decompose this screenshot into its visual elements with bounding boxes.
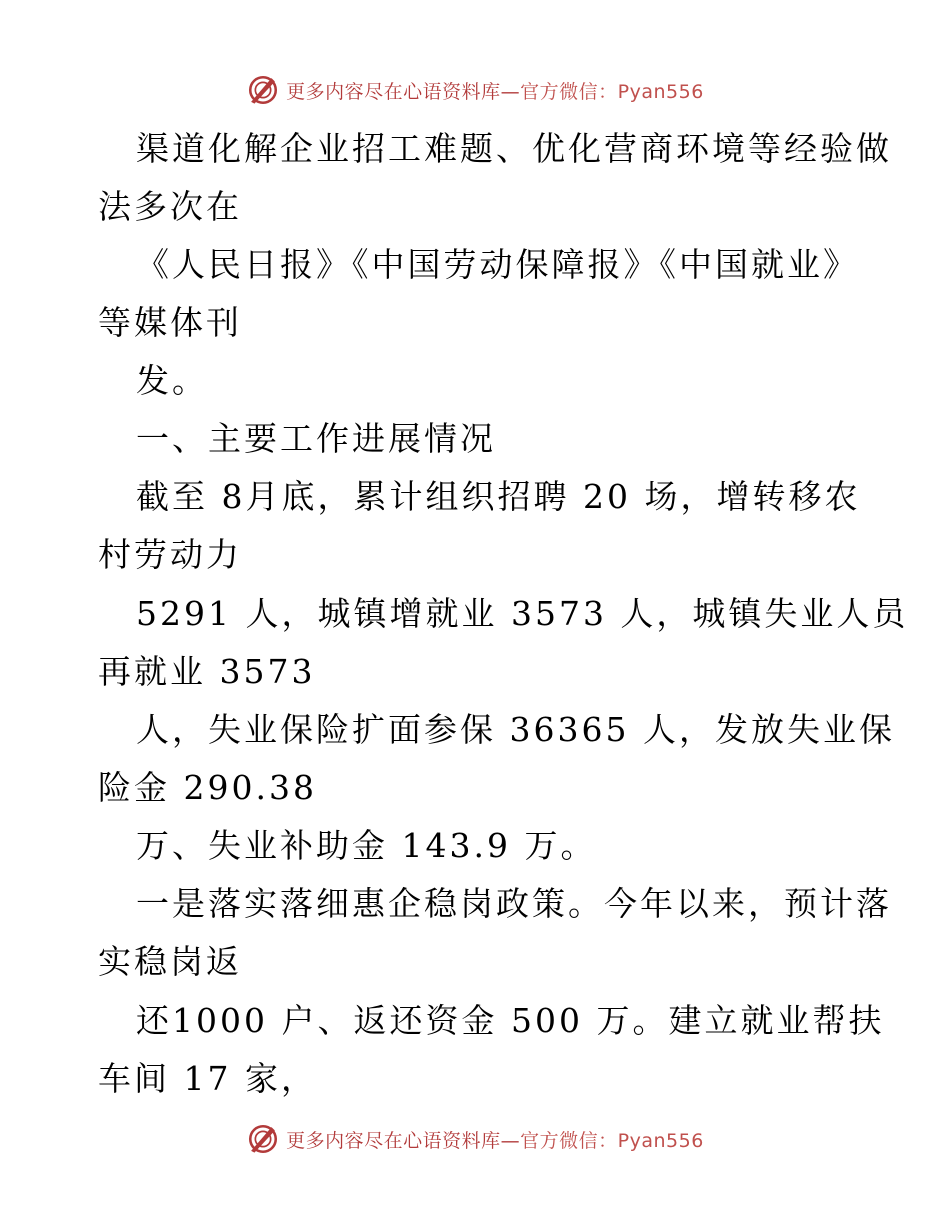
body-line-9: 5291 人，城镇增就业 3573 人，城镇失业人员 — [136, 594, 909, 633]
footer-banner-text: 更多内容尽在心语资料库— — [286, 1129, 521, 1152]
body-line-10: 再就业 3573 — [98, 652, 316, 691]
header-watermark-text — [286, 77, 704, 104]
quill-logo-icon — [246, 1122, 280, 1156]
header-contact-text: 官方微信：Pyan556 — [520, 80, 704, 103]
body-line-17: 车间 17 家， — [98, 1059, 317, 1098]
footer-watermark-banner — [0, 1119, 950, 1159]
body-line-3: 《人民日报》《中国劳动保障报》《中国就业》 — [136, 245, 859, 284]
body-line-14: 一是落实落细惠企稳岗政策。今年以来，预计落 — [136, 884, 892, 923]
section-heading: 一、主要工作进展情况 — [136, 419, 496, 458]
body-line-1: 渠道化解企业招工难题、优化营商环境等经验做 — [136, 129, 892, 168]
body-line-16: 还1000 户、返还资金 500 万。建立就业帮扶 — [136, 1001, 885, 1040]
header-watermark-banner — [0, 70, 950, 110]
body-line-8: 村劳动力 — [98, 535, 242, 574]
body-line-7: 截至 8月底，累计组织招聘 20 场，增转移农 — [136, 477, 861, 516]
body-line-2: 法多次在 — [98, 187, 242, 226]
body-line-4: 等媒体刊 — [98, 303, 242, 342]
body-line-15: 实稳岗返 — [98, 942, 242, 981]
body-line-13: 万、失业补助金 143.9 万。 — [136, 826, 597, 865]
quill-logo-icon — [246, 73, 280, 107]
body-line-11: 人，失业保险扩面参保 36365 人，发放失业保 — [136, 710, 895, 749]
footer-contact-text: 官方微信：Pyan556 — [520, 1129, 704, 1152]
header-banner-text: 更多内容尽在心语资料库— — [286, 80, 521, 103]
footer-watermark-text — [286, 1126, 704, 1153]
body-line-5: 发。 — [136, 361, 208, 400]
body-line-12: 险金 290.38 — [98, 768, 317, 807]
